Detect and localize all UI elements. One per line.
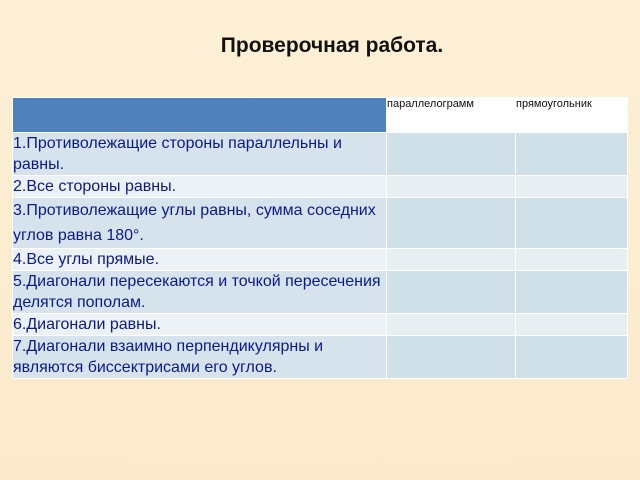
property-cell: 5.Диагонали пересекаются и точкой пересечения делятся пополам.: [13, 271, 387, 314]
table-row: [13, 336, 628, 379]
properties-table: [12, 97, 628, 379]
table-row: [13, 314, 628, 336]
answer-cell-rectangle[interactable]: [516, 271, 628, 314]
column-header-rectangle: прямоугольник: [516, 98, 628, 133]
table-row: [13, 249, 628, 271]
answer-cell-parallelogram[interactable]: [387, 314, 516, 336]
column-header-parallelogram: параллелограмм: [387, 98, 516, 133]
answer-cell-rectangle[interactable]: [516, 133, 628, 176]
answer-cell-parallelogram[interactable]: [387, 198, 516, 249]
answer-cell-rectangle[interactable]: [516, 249, 628, 271]
answer-cell-parallelogram[interactable]: [387, 271, 516, 314]
header-corner-cell: [13, 98, 387, 133]
property-cell: 3.Противолежащие углы равны, сумма соседних углов равна 180°.: [13, 198, 387, 249]
answer-cell-parallelogram[interactable]: [387, 336, 516, 379]
table-row: [13, 176, 628, 198]
property-cell: 7.Диагонали взаимно перпендикулярны и являются биссектрисами его углов.: [13, 336, 387, 379]
answer-cell-rectangle[interactable]: [516, 314, 628, 336]
answer-cell-rectangle[interactable]: [516, 198, 628, 249]
property-cell: 1.Противолежащие стороны параллельны и равны.: [13, 133, 387, 176]
property-cell: 2.Все стороны равны.: [13, 176, 387, 198]
answer-cell-rectangle[interactable]: [516, 336, 628, 379]
table-row: [13, 198, 628, 249]
answer-cell-rectangle[interactable]: [516, 176, 628, 198]
table-header-row: [13, 98, 628, 133]
table-row: [13, 133, 628, 176]
answer-cell-parallelogram[interactable]: [387, 133, 516, 176]
property-cell: 6.Диагонали равны.: [13, 314, 387, 336]
page-title: Проверочная работа.: [220, 34, 444, 57]
answer-cell-parallelogram[interactable]: [387, 176, 516, 198]
table-row: [13, 271, 628, 314]
property-cell: 4.Все углы прямые.: [13, 249, 387, 271]
answer-cell-parallelogram[interactable]: [387, 249, 516, 271]
